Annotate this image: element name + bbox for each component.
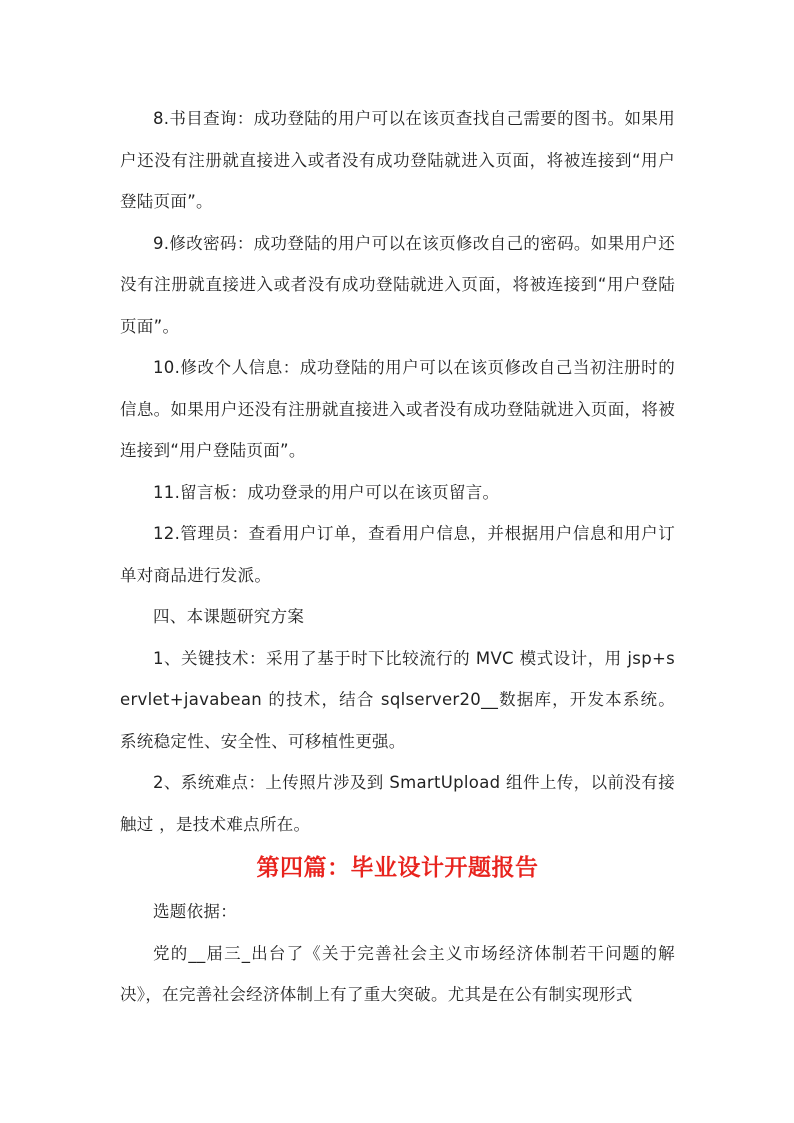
document-page — [120, 98, 675, 1016]
paragraph-administrator: 12.管理员：查看用户订单，查看用户信息，并根据用户信息和用户订单对商品进行发派。 — [120, 524, 675, 585]
section-title: 第四篇：毕业设计开题报告 — [256, 855, 539, 881]
paragraph-message-board: 11.留言板：成功登录的用户可以在该页留言。 — [153, 482, 500, 502]
paragraph-system-difficulty: 2、系统难点：上传照片涉及到 SmartUpload 组件上传，以前没有接触过 ，是技术难点所在。 — [120, 773, 675, 834]
paragraph-book-search: 8.书目查询：成功登陆的用户可以在该页查找自己需要的图书。如果用户还没有注册就直接进入或者没有成功登陆就进入页面，将被连接到“用户登陆页面”。 — [120, 109, 675, 211]
paragraph-key-technology: 1、关键技术：采用了基于时下比较流行的 MVC 模式设计，用 jsp+servlet+javabean 的技术，结合 sqlserver20__数据库，开发本系统。系统稳定性、安全性、可移植性更强。 — [120, 648, 675, 751]
paragraph-change-password: 9.修改密码：成功登陆的用户可以在该页修改自己的密码。如果用户还没有注册就直接进入或者没有成功登陆就进入页面，将被连接到“用户登陆页面”。 — [120, 233, 675, 336]
paragraph-party-policy: 党的__届三_出台了《关于完善社会主义市场经济体制若干问题的解决》，在完善社会经济体制上有了重大突破。尤其是在公有制实现形式 — [120, 943, 675, 1004]
paragraph-topic-basis: 选题依据： — [153, 902, 237, 921]
paragraph-research-plan-heading: 四、本课题研究方案 — [153, 607, 305, 626]
paragraph-edit-profile: 10.修改个人信息：成功登陆的用户可以在该页修改自己当初注册时的信息。如果用户还没有注册就直接进入或者没有成功登陆就进入页面，将被连接到“用户登陆页面”。 — [120, 358, 675, 460]
